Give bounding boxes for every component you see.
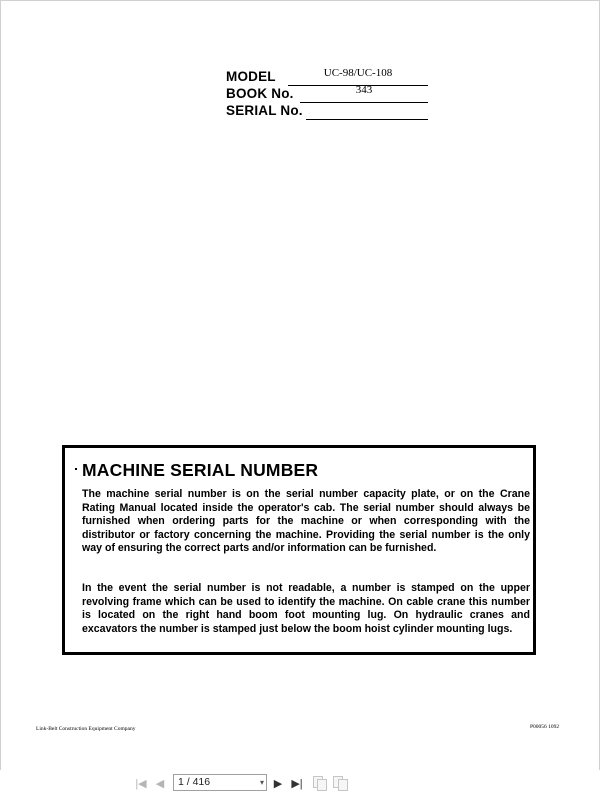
footer-code: P00056 1092 (530, 724, 560, 730)
serial-field (226, 103, 436, 121)
footer-company: Link-Belt Construction Equipment Company (36, 726, 136, 732)
notice-dot (75, 468, 77, 470)
model-value: UC-98/UC-108 (323, 67, 393, 79)
first-page-button[interactable]: |◀ (135, 777, 147, 790)
last-page-button[interactable]: ▶| (291, 777, 303, 790)
book-field (226, 86, 436, 104)
serial-label: SERIAL No. (226, 103, 303, 118)
single-page-view-icon[interactable] (312, 775, 328, 791)
book-label: BOOK No. (226, 86, 294, 101)
model-label: MODEL (226, 69, 276, 84)
book-value: 343 (355, 84, 373, 96)
book-line (300, 86, 428, 103)
serial-line (306, 103, 428, 120)
page-dropdown-icon[interactable]: ▾ (259, 778, 264, 787)
viewer-toolbar (0, 770, 600, 798)
next-page-button[interactable]: ▶ (273, 777, 283, 790)
notice-paragraph-1: The machine serial number is on the serial number capacity plate, or on the Crane Rating Manual located inside the operator's cab. The serial number should always be furnished when ordering parts for the machine or when corresponding with the distributor or factory concerning the machine. Providing the serial number is the only way of ensuring the correct parts and/or information can be furnished. (82, 488, 530, 555)
page-number-value: 1 / 416 (178, 776, 211, 788)
prev-page-button[interactable]: ◀ (155, 777, 165, 790)
serial-number-notice (62, 445, 536, 655)
notice-paragraph-2: In the event the serial number is not readable, a number is stamped on the upper revolving frame which can be used to identify the machine. On cable crane this number is located on the right hand boom foot mounting lug. On hydraulic cranes and excavators the number is stamped just below the boom hoist cylinder mounting lugs. (82, 582, 530, 635)
notice-title: MACHINE SERIAL NUMBER (82, 460, 319, 480)
document-page (2, 2, 596, 766)
page-number-input[interactable] (173, 774, 267, 791)
two-page-view-icon[interactable] (332, 775, 350, 791)
